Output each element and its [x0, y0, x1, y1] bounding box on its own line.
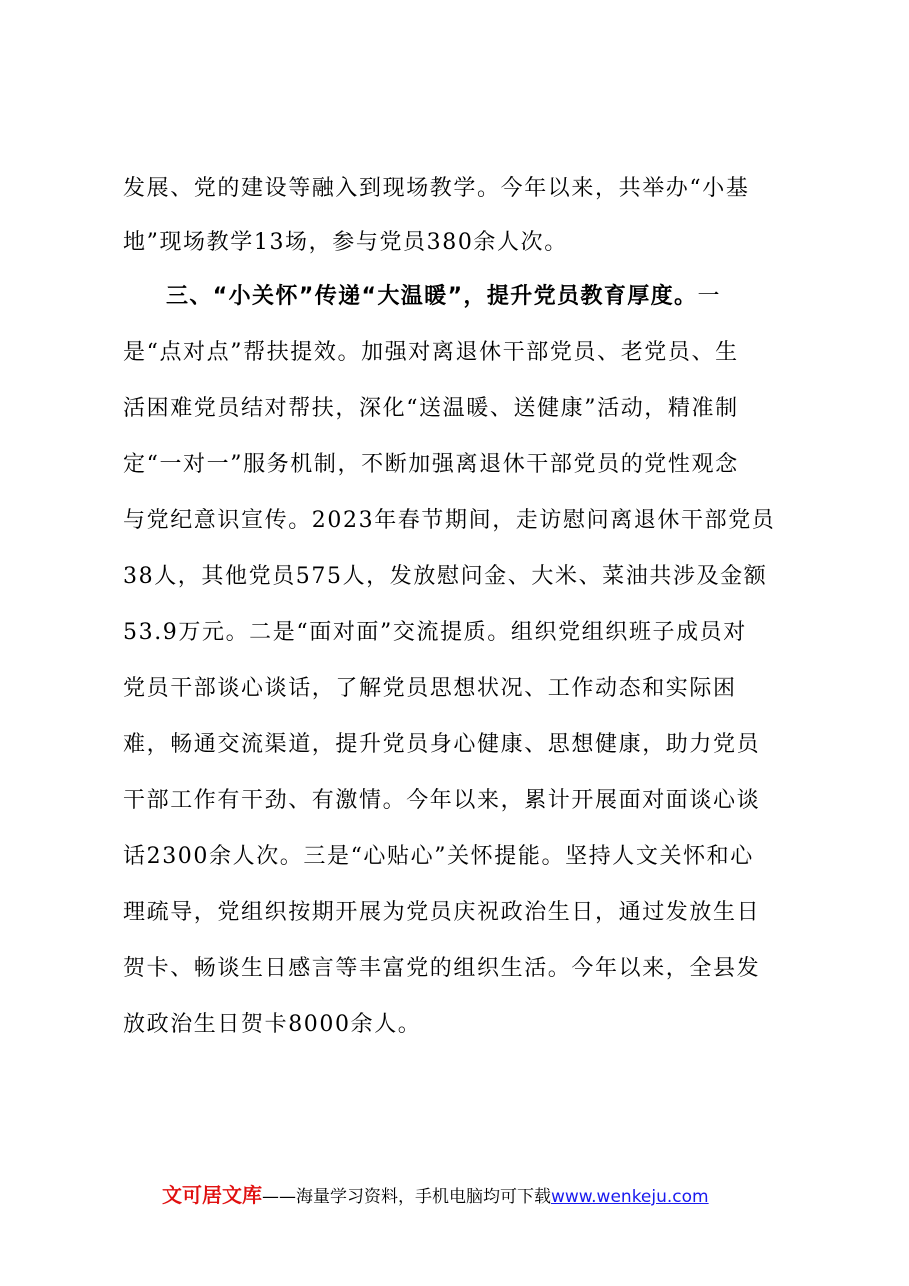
- body-line: 定“一对一”服务机制，不断加强离退休干部党员的党性观念: [123, 452, 739, 477]
- body-line: 地”现场教学13场，参与党员380余人次。: [123, 230, 568, 255]
- body-line: 党员干部谈心谈话，了解党员思想状况、工作动态和实际困: [123, 676, 737, 701]
- body-line: 38人，其他党员575人，发放慰问金、大米、菜油共涉及金额: [123, 564, 768, 589]
- footer-banner: [162, 1183, 709, 1209]
- body-line: 与党纪意识宣传。2023年春节期间，走访慰问离退休干部党员: [123, 508, 776, 533]
- body-line: 贺卡、畅谈生日感言等丰富党的组织生活。今年以来，全县发: [123, 956, 761, 981]
- section-heading: 三、“小关怀”传递“大温暖”，提升党员教育厚度。: [166, 284, 698, 309]
- footer-link[interactable]: www.wenkeju.com: [551, 1187, 709, 1207]
- body-line: 放政治生日贺卡8000余人。: [123, 1012, 422, 1037]
- body-line: 53.9万元。二是“面对面”交流提质。组织党组织班子成员对: [123, 620, 747, 645]
- body-line: 活困难党员结对帮扶，深化“送温暖、送健康”活动，精准制: [123, 396, 739, 421]
- body-line: 话2300余人次。三是“心贴心”关怀提能。坚持人文关怀和心: [123, 844, 754, 869]
- footer-brand: 文可居文库: [162, 1183, 262, 1207]
- body-line: 理疏导，党组织按期开展为党员庆祝政治生日，通过发放生日: [123, 900, 761, 925]
- section-heading-line: [166, 284, 721, 310]
- heading-continuation: 一: [697, 284, 722, 309]
- body-line: 难，畅通交流渠道，提升党员身心健康、思想健康，助力党员: [123, 732, 761, 757]
- body-line: 发展、党的建设等融入到现场教学。今年以来，共举办“小基: [123, 176, 750, 201]
- body-line: 干部工作有干劲、有激情。今年以来，累计开展面对面谈心谈: [123, 788, 761, 813]
- body-line: 是“点对点”帮扶提效。加强对离退休干部党员、老党员、生: [123, 340, 739, 365]
- footer-tagline: ——海量学习资料，手机电脑均可下载: [262, 1187, 551, 1207]
